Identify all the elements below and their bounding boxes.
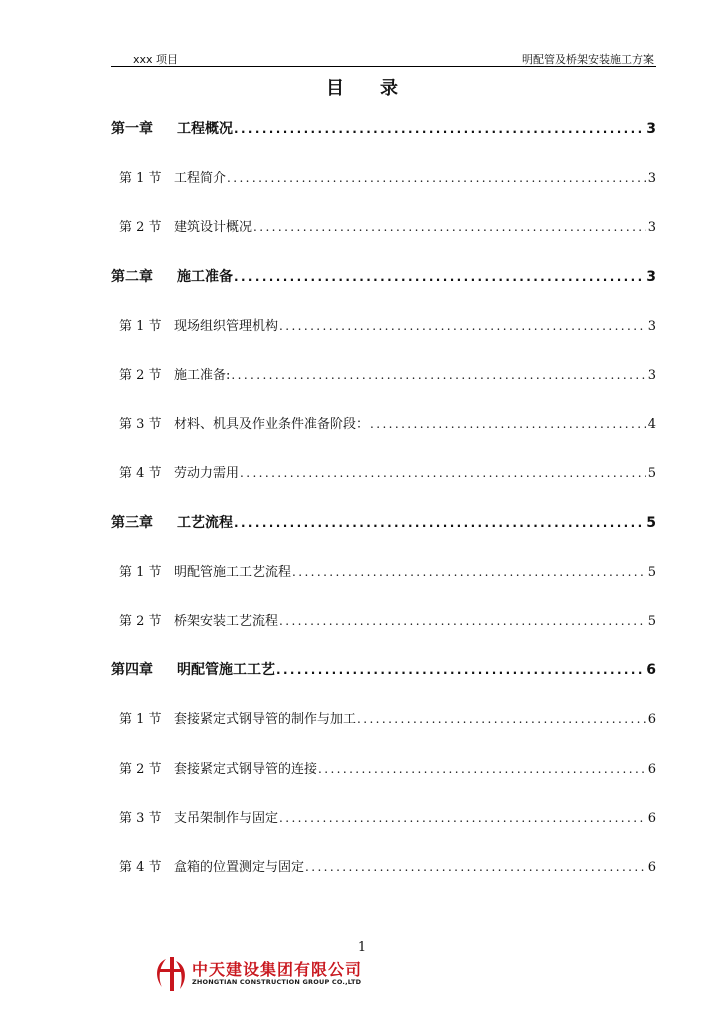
company-logo	[152, 955, 362, 995]
toc-chapter-entry[interactable]	[111, 659, 656, 679]
toc-dot-leader	[305, 860, 646, 874]
toc-entry-label: 第 2 节	[119, 614, 162, 629]
toc-entry-text: 建筑设计概况	[174, 220, 253, 235]
toc-section-entry[interactable]	[119, 856, 656, 876]
toc-entry-label: 第四章	[111, 662, 153, 678]
toc-entry-label: 第二章	[111, 269, 153, 285]
toc-dot-leader	[231, 368, 645, 382]
toc-entry-label: 第 1 节	[119, 171, 162, 186]
toc-entry-label: 第 3 节	[119, 811, 162, 826]
company-name-en: ZHONGTIAN CONSTRUCTION GROUP CO.,LTD	[192, 978, 362, 986]
toc-dot-leader	[253, 220, 646, 234]
toc-section-entry[interactable]	[119, 462, 656, 482]
toc-entry-label: 第 2 节	[119, 762, 162, 777]
toc-entry-label: 第一章	[111, 121, 153, 137]
toc-entry-text: 工程简介	[174, 171, 227, 186]
header-document-title: 明配管及桥架安装施工方案	[522, 53, 654, 66]
toc-entry-page: 6	[646, 662, 656, 678]
toc-dot-leader	[234, 270, 644, 284]
toc-section-entry[interactable]	[119, 807, 656, 827]
toc-entry-text: 明配管施工工艺流程	[174, 565, 292, 580]
company-name-cn: 中天建设集团有限公司	[192, 960, 363, 979]
toc-entry-text: 套接紧定式钢导管的连接	[174, 762, 318, 777]
toc-chapter-entry[interactable]	[111, 512, 656, 532]
toc-chapter-entry[interactable]	[111, 118, 656, 138]
toc-dot-leader	[240, 466, 646, 480]
toc-section-entry[interactable]	[119, 364, 656, 384]
toc-entry-label: 第 4 节	[119, 860, 162, 875]
toc-entry-page: 6	[647, 860, 656, 875]
toc-dot-leader	[279, 614, 646, 628]
toc-section-entry[interactable]	[119, 413, 656, 433]
toc-entry-text: 施工准备:	[174, 368, 231, 383]
toc-chapter-entry[interactable]	[111, 266, 656, 286]
toc-entry-label: 第 3 节	[119, 417, 162, 432]
toc-section-entry[interactable]	[119, 315, 656, 335]
toc-entry-page: 3	[646, 269, 656, 285]
toc-entry-page: 3	[646, 121, 656, 137]
toc-entry-text: 套接紧定式钢导管的制作与加工	[174, 712, 357, 727]
toc-entry-text: 明配管施工工艺	[177, 662, 275, 678]
toc-entry-label: 第 1 节	[119, 712, 162, 727]
toc-dot-leader	[234, 516, 644, 530]
toc-title-text: 目 录	[326, 78, 398, 99]
toc-entry-page: 3	[647, 171, 656, 186]
toc-dot-leader	[292, 565, 646, 579]
toc-entry-page: 6	[647, 811, 656, 826]
toc-entry-text: 施工准备	[177, 269, 233, 285]
toc-entry-text: 工艺流程	[177, 515, 233, 531]
toc-entry-text: 工程概况	[177, 121, 233, 137]
page-number: 1	[357, 940, 367, 955]
toc-entry-text: 支吊架制作与固定	[174, 811, 279, 826]
toc-entry-page: 3	[647, 319, 656, 334]
toc-entry-page: 3	[647, 368, 656, 383]
toc-section-entry[interactable]	[119, 758, 656, 778]
toc-title	[0, 74, 724, 100]
header-project-name: xxx 项目	[133, 53, 179, 66]
toc-entry-label: 第 2 节	[119, 220, 162, 235]
toc-dot-leader	[234, 122, 644, 136]
toc-dot-leader	[227, 171, 646, 185]
toc-dot-leader	[276, 663, 644, 677]
toc-entry-label: 第 2 节	[119, 368, 162, 383]
toc-entry-page: 6	[647, 712, 656, 727]
toc-section-entry[interactable]	[119, 216, 656, 236]
toc-dot-leader	[279, 319, 646, 333]
toc-dot-leader	[370, 417, 646, 431]
toc-dot-leader	[357, 712, 646, 726]
toc-entry-page: 5	[647, 466, 656, 481]
toc-entry-text: 材料、机具及作业条件准备阶段：	[174, 417, 370, 432]
toc-section-entry[interactable]	[119, 167, 656, 187]
toc-dot-leader	[279, 811, 646, 825]
toc-entry-text: 盒箱的位置测定与固定	[174, 860, 305, 875]
toc-entry-text: 劳动力需用	[174, 466, 240, 481]
toc-entry-page: 5	[647, 565, 656, 580]
toc-section-entry[interactable]	[119, 708, 656, 728]
toc-entry-text: 现场组织管理机构	[174, 319, 279, 334]
toc-entry-page: 5	[646, 515, 656, 531]
toc-entry-label: 第三章	[111, 515, 153, 531]
zhongtian-logo-icon	[152, 955, 190, 993]
toc-entry-page: 4	[647, 417, 656, 432]
toc-entry-page: 3	[647, 220, 656, 235]
toc-entry-page: 6	[647, 762, 656, 777]
toc-entry-text: 桥架安装工艺流程	[174, 614, 279, 629]
toc-entry-label: 第 4 节	[119, 466, 162, 481]
toc-dot-leader	[318, 762, 646, 776]
toc-section-entry[interactable]	[119, 561, 656, 581]
toc-entry-label: 第 1 节	[119, 319, 162, 334]
toc-entry-label: 第 1 节	[119, 565, 162, 580]
page-header	[111, 50, 656, 67]
toc-entry-page: 5	[647, 614, 656, 629]
toc-section-entry[interactable]	[119, 610, 656, 630]
